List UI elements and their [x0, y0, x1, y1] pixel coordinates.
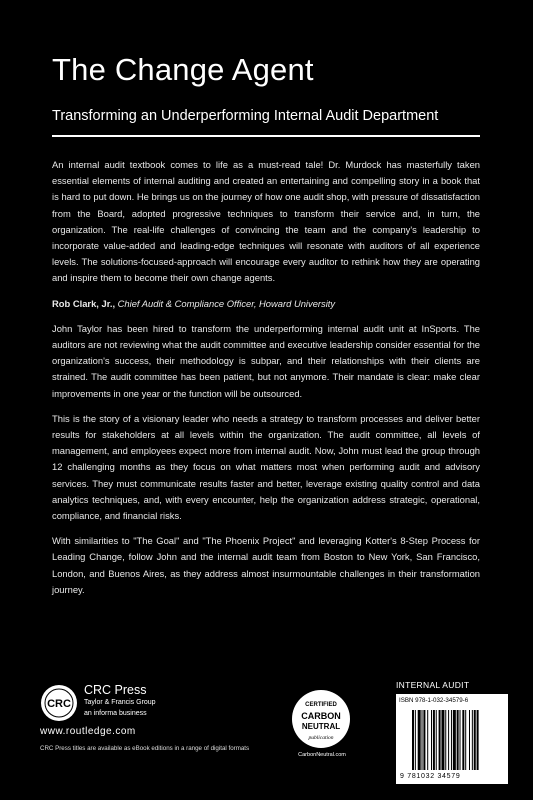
crc-logo-text: CRC: [47, 698, 71, 710]
description-paragraph-2: This is the story of a visionary leader who needs a strategy to transform processes and deliver better results for stakeholders at all levels within the organization. The audit committee, all levels of management, and employees expect more from internal audit. Now, John must lead the group through 12 challenging months as they focus on what matters most when performing audit and advisory services. They must communicate results faster and better, leverage existing quality control and data analytics techniques, and, with every encounter, help the organization address strategic, operational, compliance, and financial risks.: [52, 412, 480, 522]
barcode-number: 9 781032 34579: [400, 773, 461, 780]
carbon-neutral-badge: [290, 688, 352, 750]
book-subtitle: Transforming an Underperforming Internal Audit Department: [52, 108, 439, 124]
isbn-label: ISBN 978-1-032-34579-6: [399, 697, 469, 704]
barcode-bar: [451, 710, 452, 770]
barcode-bar: [423, 710, 425, 770]
barcode-bar: [457, 710, 459, 770]
cn-publication-text: publication: [308, 735, 334, 741]
publisher-group: Taylor & Francis Group: [84, 699, 156, 706]
title-rule: [52, 135, 480, 137]
description-paragraph-3: With similarities to "The Goal" and "The Phoenix Project" and leveraging Kotter's 8-Step Process for Leading Change, follow John and the internal audit team from Boston to New York, San Francisco, London, and Buenos Aires, as they address almost insurmountable challenges in their transformation journey.: [52, 535, 480, 595]
endorser-title: Chief Audit & Compliance Officer, Howard University: [117, 297, 336, 309]
barcode-bar: [439, 710, 441, 770]
carbon-neutral-site: CarbonNeutral.com: [298, 752, 346, 758]
barcode-bar: [469, 710, 470, 770]
endorsement-attribution: [52, 296, 480, 312]
book-title: The Change Agent: [52, 52, 314, 87]
cn-carbon-text: CARBON: [301, 711, 341, 721]
publisher-name: CRC Press: [84, 683, 147, 697]
barcode-bar: [448, 710, 449, 770]
isbn-barcode-panel: [396, 694, 508, 784]
cn-certified-text: CERTIFIED: [305, 702, 337, 708]
ebook-note: CRC Press titles are available as eBook editions in a range of digital formats: [40, 745, 250, 752]
barcode-bar: [415, 710, 416, 770]
barcode-bar: [462, 710, 464, 770]
barcode-bar: [472, 710, 473, 770]
publisher-business: an informa business: [84, 710, 147, 717]
back-cover-blurb: [52, 157, 480, 607]
barcode-bar: [422, 710, 423, 770]
barcode-bar: [465, 710, 466, 770]
publisher-url: www.routledge.com: [40, 726, 136, 737]
barcode-graphic: [412, 710, 494, 770]
subject-category: INTERNAL AUDIT: [396, 680, 470, 690]
barcode-bar: [427, 710, 428, 770]
barcode-bar: [412, 710, 414, 770]
endorsement-quote: An internal audit textbook comes to life as a must-read tale! Dr. Murdock has masterfully taken essential elements of internal auditing and created an entertaining and compelling story in a book that is hard to put down. He brings us on the journey of how one audit shop, with pressure of dissatisfaction from the Board, adopted progressive techniques to transform their service and, in turn, the organization. The real-life challenges of convincing the team and the company's leadership to incorporate value-added and leading-edge techniques will resonate with auditors of all experience levels. The solutions-focused-approach will encourage every auditor to rethink how they are operating and inspire them to become their own change agents.: [52, 159, 480, 284]
barcode-bar: [445, 710, 446, 770]
barcode-bar: [441, 710, 444, 770]
cn-neutral-text: NEUTRAL: [301, 722, 341, 731]
barcode-bar: [433, 710, 435, 770]
barcode-bar: [436, 710, 437, 770]
barcode-bar: [453, 710, 456, 770]
barcode-bar: [474, 710, 476, 770]
barcode-bar: [477, 710, 479, 770]
barcode-bar: [418, 710, 421, 770]
description-paragraph-1: John Taylor has been hired to transform the underperforming internal audit unit at InSports. The auditors are not reviewing what the audit committee and executive leadership consider essential for the organization's success, their methodology is subpar, and their relationships with their clients are strained. The audit committee has been patient, but not anymore. Their mandate is clear: make clear improvements in one year or the function will be outsourced.: [52, 322, 480, 399]
barcode-bar: [431, 710, 432, 770]
barcode-bar: [460, 710, 461, 770]
crc-press-logo: [40, 684, 78, 722]
endorser-name: Rob Clark, Jr.,: [52, 297, 116, 309]
